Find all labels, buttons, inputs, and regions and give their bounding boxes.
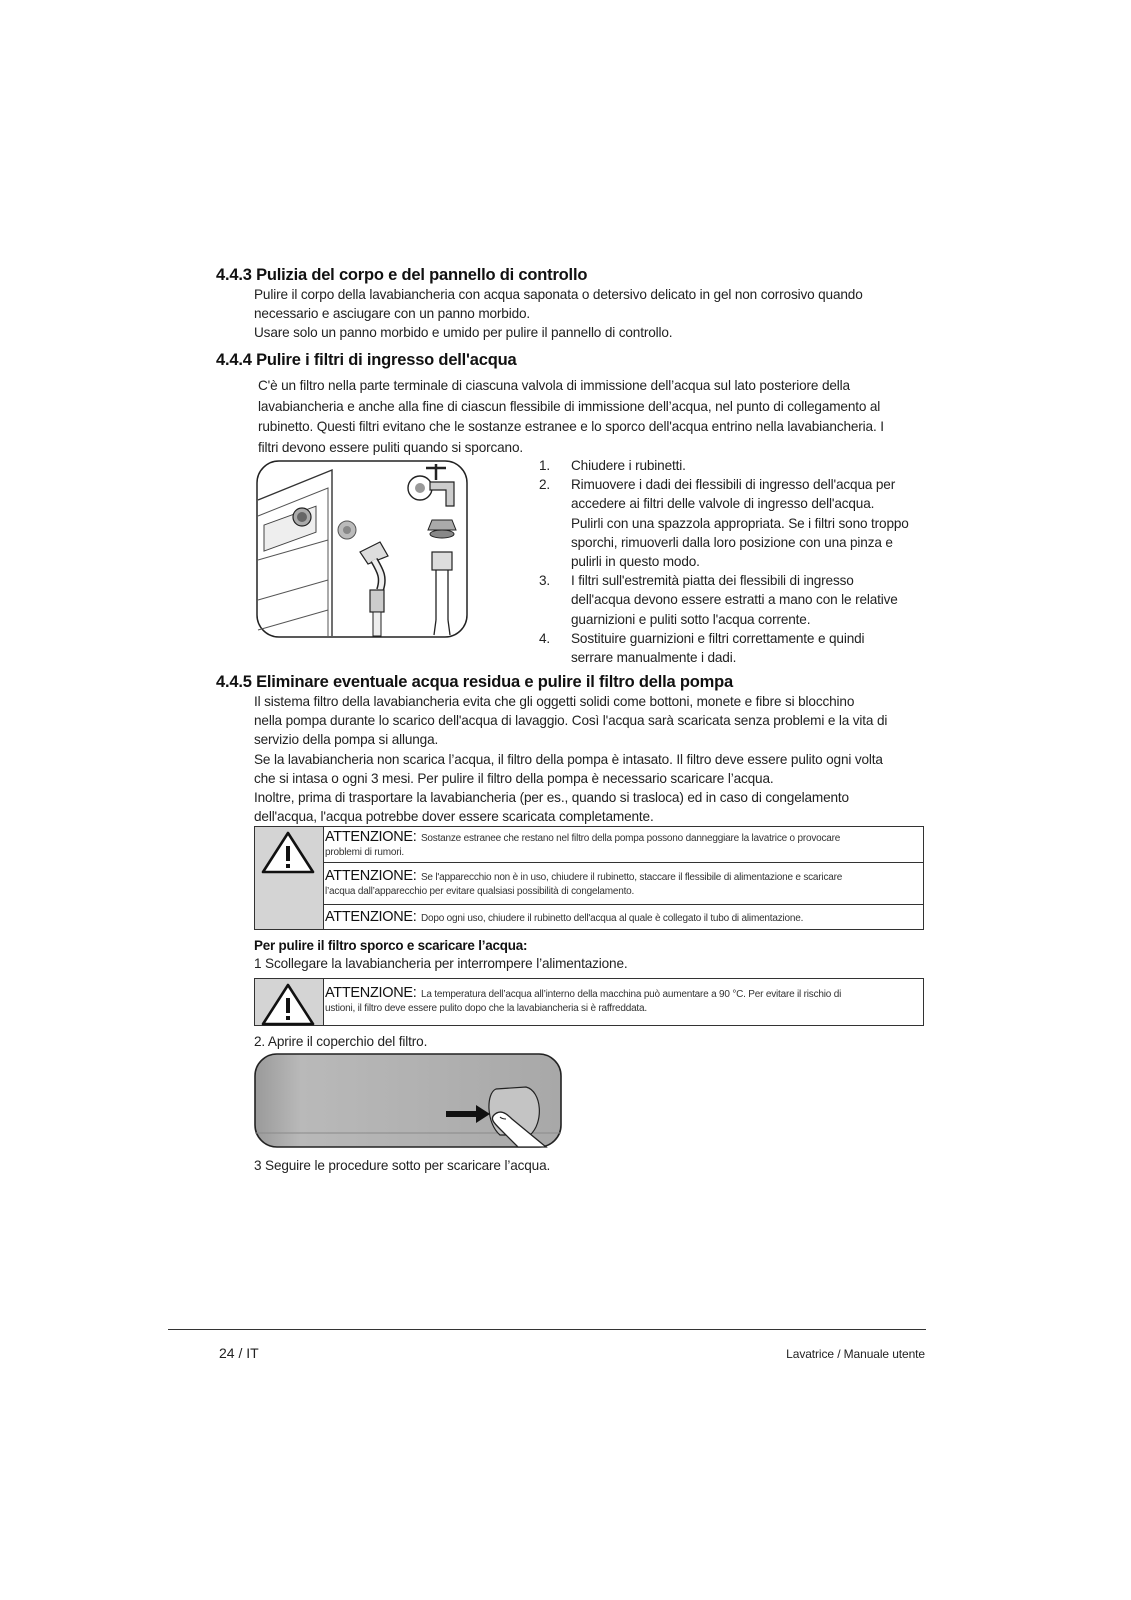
step-text: Pulirli con una spazzola appropriata. Se i filtri sono troppo	[571, 515, 909, 531]
section-heading-443: 4.4.3 Pulizia del corpo e del pannello di controllo	[216, 266, 588, 284]
step-text: dell'acqua devono essere estratti a mano con le relative	[571, 592, 898, 608]
step-text: sporchi, rimuoverli dalla loro posizione con una pinza e	[571, 534, 893, 550]
warning-label: ATTENZIONE:	[325, 868, 417, 884]
warning-icon-cell	[255, 979, 324, 1025]
text-line: nella pompa durante lo scarico dell'acqua di lavaggio. Così l'acqua sarà scaricata senza problemi e la vita di	[254, 713, 888, 729]
footer-title: Lavatrice / Manuale utente	[786, 1347, 925, 1361]
step-text: Chiudere i rubinetti.	[571, 458, 686, 473]
procedure-step-2: 2. Aprire il coperchio del filtro.	[254, 1034, 428, 1049]
warning-triangle-icon	[259, 981, 317, 1027]
section-body-443	[254, 285, 914, 343]
step-text: serrare manualmente i dadi.	[571, 650, 737, 666]
warning-text: Dopo ogni uso, chiudere il rubinetto dell'acqua al quale è collegato il tubo di alimentazione.	[420, 913, 804, 924]
warning-row	[323, 904, 923, 929]
step-number: 3.	[539, 573, 551, 589]
procedure-title: Per pulire il filtro sporco e scaricare l’acqua:	[254, 938, 528, 953]
step-text: pulirli in questo modo.	[571, 554, 700, 570]
warning-triangle-icon	[259, 829, 317, 875]
warning-box	[254, 826, 924, 930]
section-body-445	[254, 692, 920, 826]
list-item	[535, 475, 925, 571]
text-line: lavabiancheria e anche alla fine di ciascun flessibile di immissione dell’acqua, nel punto di collegamento al	[258, 398, 881, 414]
step-number: 1.	[539, 458, 551, 473]
text-line: Se la lavabiancheria non scarica l’acqua, il filtro della pompa è intasato. Il filtro deve essere pulito ogni volta	[254, 751, 883, 767]
step-number: 2.	[539, 477, 551, 493]
warning-row	[323, 827, 923, 862]
filter-cleaning-steps	[535, 456, 925, 667]
filter-cover-illustration	[254, 1053, 562, 1148]
text-line: dell'acqua, l'acqua potrebbe dover essere scaricata completamente.	[254, 809, 654, 825]
warning-text: Sostanze estranee che restano nel filtro della pompa possono danneggiare la lavatrice o provocare	[420, 833, 841, 844]
warning-row	[323, 979, 923, 1025]
text-line: filtri devono essere puliti quando si sporcano.	[258, 439, 523, 455]
warning-label: ATTENZIONE:	[325, 985, 417, 1001]
step-text: Rimuovere i dadi dei flessibili di ingresso dell'acqua per	[571, 477, 896, 493]
text-line: necessario e asciugare con un panno morbido.	[254, 306, 531, 322]
page-number: 24 / IT	[219, 1345, 259, 1361]
warning-row	[323, 862, 923, 904]
warning-text: Se l'apparecchio non è in uso, chiudere il rubinetto, staccare il flessibile di alimentazione e scaricare	[420, 872, 843, 883]
procedure-step-1: 1 Scollegare la lavabiancheria per interrompere l’alimentazione.	[254, 956, 628, 971]
step-text: Sostituire guarnizioni e filtri correttamente e quindi	[571, 630, 865, 646]
list-item	[535, 456, 925, 475]
text-line: Inoltre, prima di trasportare la lavabiancheria (per es., quando si trasloca) ed in caso di congelamento	[254, 790, 849, 806]
procedure-step-3: 3 Seguire le procedure sotto per scaricare l’acqua.	[254, 1158, 551, 1173]
text-line: Usare solo un panno morbido e umido per pulire il pannello di controllo.	[254, 325, 673, 341]
warning-label: ATTENZIONE:	[325, 909, 417, 925]
text-line: servizio della pompa si allunga.	[254, 732, 439, 748]
text-line: Il sistema filtro della lavabiancheria evita che gli oggetti solidi come bottoni, monete e fibre si blocchino	[254, 694, 855, 709]
step-text: accedere ai filtri delle valvole di ingresso dell'acqua.	[571, 496, 875, 512]
warning-text: La temperatura dell’acqua all’interno della macchina può aumentare a 90 °C. Per evitare il rischio di	[420, 989, 842, 1000]
step-text: I filtri sull'estremità piatta dei flessibili di ingresso	[571, 573, 854, 589]
section-heading-445: 4.4.5 Eliminare eventuale acqua residua e pulire il filtro della pompa	[216, 673, 733, 691]
warning-text: problemi di rumori.	[325, 847, 405, 858]
warning-icon-cell	[255, 827, 324, 929]
section-heading-444: 4.4.4 Pulire i filtri di ingresso dell'acqua	[216, 351, 517, 369]
warning-box	[254, 978, 924, 1026]
section-body-444	[258, 376, 918, 458]
warning-text: l’acqua dall’apparecchio per evitare qualsiasi possibilità di congelamento.	[325, 886, 635, 897]
text-line: C'è un filtro nella parte terminale di ciascuna valvola di immissione dell’acqua sul lato posteriore della	[258, 378, 850, 393]
inlet-filter-illustration	[256, 460, 468, 638]
text-line: che si intasa o ogni 3 mesi. Per pulire il filtro della pompa è necessario scaricare l’acqua.	[254, 770, 774, 786]
list-item	[535, 571, 925, 629]
step-number: 4.	[539, 630, 551, 646]
list-item	[535, 629, 925, 667]
warning-label: ATTENZIONE:	[325, 829, 417, 845]
warning-text: ustioni, il filtro deve essere pulito dopo che la lavabiancheria si è raffreddata.	[325, 1003, 647, 1014]
step-text: guarnizioni e puliti sotto l'acqua corrente.	[571, 611, 811, 627]
text-line: Pulire il corpo della lavabiancheria con acqua saponata o detersivo delicato in gel non corrosivo quando	[254, 287, 863, 302]
text-line: rubinetto. Questi filtri evitano che le sostanze estranee e lo sporco dell'acqua entrino nella lavabiancheria. I	[258, 419, 884, 435]
footer-divider	[168, 1329, 926, 1330]
